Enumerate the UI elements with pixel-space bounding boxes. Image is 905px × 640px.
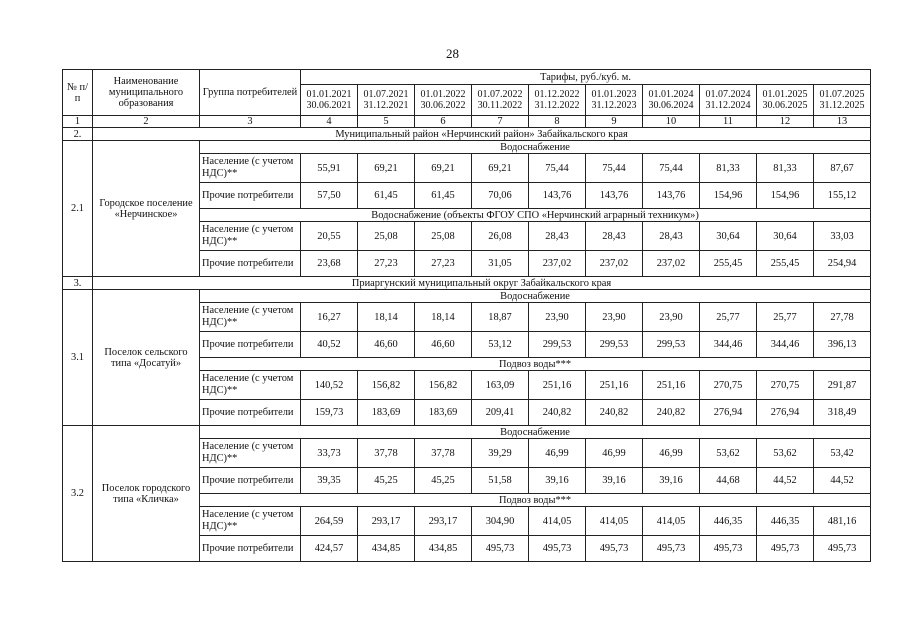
service-title: Водоснабжение: [200, 141, 871, 154]
section-number: 2.: [63, 128, 93, 141]
header-period: [757, 85, 814, 116]
tariff-table-body: [63, 70, 871, 562]
tariff-value: 18,14: [358, 303, 415, 332]
period-from: 01.01.2022: [420, 89, 466, 100]
entity-number: 2.1: [63, 141, 93, 277]
service-title: Водоснабжение: [200, 426, 871, 439]
tariff-value: 264,59: [301, 507, 358, 536]
tariff-value: 33,73: [301, 439, 358, 468]
tariff-value: 28,43: [643, 222, 700, 251]
tariff-value: 70,06: [472, 183, 529, 209]
tariff-value: 251,16: [529, 371, 586, 400]
tariff-value: 69,21: [358, 154, 415, 183]
header-tariffs: Тарифы, руб./куб. м.: [301, 70, 871, 85]
tariff-value: 75,44: [643, 154, 700, 183]
tariff-value: 23,90: [529, 303, 586, 332]
tariff-value: 39,16: [529, 468, 586, 494]
service-title: Водоснабжение (объекты ФГОУ СПО «Нерчинский аграрный техникум»): [200, 209, 871, 222]
tariff-value: 251,16: [586, 371, 643, 400]
tariff-value: 27,78: [814, 303, 871, 332]
period-to: 31.12.2021: [363, 100, 409, 111]
header-period: [814, 85, 871, 116]
header-group: Группа потребителей: [200, 70, 301, 116]
tariff-value: 45,25: [415, 468, 472, 494]
tariff-value: 44,68: [700, 468, 757, 494]
period-from: 01.01.2024: [648, 89, 694, 100]
tariff-value: 237,02: [529, 251, 586, 277]
tariff-value: 81,33: [757, 154, 814, 183]
header-index-row: [63, 116, 871, 128]
column-index: 12: [757, 116, 814, 128]
tariff-value: 299,53: [529, 332, 586, 358]
consumer-group: Население (с учетом НДС)**: [200, 303, 301, 332]
tariff-value: 143,76: [643, 183, 700, 209]
header-period: [472, 85, 529, 116]
period-to: 30.06.2021: [306, 100, 352, 111]
tariff-value: 37,78: [358, 439, 415, 468]
service-title: Водоснабжение: [200, 290, 871, 303]
tariff-value: 18,14: [415, 303, 472, 332]
service-row: [63, 141, 871, 154]
tariff-value: 81,33: [700, 154, 757, 183]
consumer-group: Население (с учетом НДС)**: [200, 507, 301, 536]
tariff-value: 304,90: [472, 507, 529, 536]
period-to: 31.12.2024: [705, 100, 751, 111]
tariff-value: 44,52: [757, 468, 814, 494]
tariff-value: 255,45: [757, 251, 814, 277]
column-index: 9: [586, 116, 643, 128]
tariff-value: 30,64: [757, 222, 814, 251]
tariff-value: 154,96: [700, 183, 757, 209]
tariff-value: 39,16: [586, 468, 643, 494]
consumer-group: Население (с учетом НДС)**: [200, 222, 301, 251]
period-to: 31.12.2025: [819, 100, 865, 111]
consumer-group: Население (с учетом НДС)**: [200, 154, 301, 183]
section-title: Муниципальный район «Нерчинский район» Забайкальского края: [93, 128, 871, 141]
tariff-value: 276,94: [700, 400, 757, 426]
tariff-value: 156,82: [415, 371, 472, 400]
service-title: Подвоз воды***: [200, 494, 871, 507]
tariff-value: 183,69: [415, 400, 472, 426]
section-row: [63, 128, 871, 141]
tariff-value: 30,64: [700, 222, 757, 251]
tariff-value: 255,45: [700, 251, 757, 277]
header-period: [643, 85, 700, 116]
period-from: 01.01.2021: [306, 89, 352, 100]
tariff-value: 276,94: [757, 400, 814, 426]
tariff-value: 237,02: [643, 251, 700, 277]
service-row: [63, 290, 871, 303]
header-period: [586, 85, 643, 116]
period-from: 01.12.2022: [534, 89, 580, 100]
tariff-value: 57,50: [301, 183, 358, 209]
period-to: 30.06.2024: [648, 100, 694, 111]
tariff-value: 20,55: [301, 222, 358, 251]
tariff-value: 240,82: [643, 400, 700, 426]
tariff-value: 18,87: [472, 303, 529, 332]
service-title: Подвоз воды***: [200, 358, 871, 371]
tariff-value: 46,99: [586, 439, 643, 468]
tariff-value: 183,69: [358, 400, 415, 426]
tariff-value: 16,27: [301, 303, 358, 332]
tariff-value: 140,52: [301, 371, 358, 400]
tariff-value: 299,53: [643, 332, 700, 358]
column-index: 7: [472, 116, 529, 128]
entity-name: Поселок сельского типа «Досатуй»: [93, 290, 200, 426]
tariff-value: 28,43: [586, 222, 643, 251]
tariff-value: 495,73: [529, 536, 586, 562]
tariff-value: 495,73: [472, 536, 529, 562]
tariff-value: 424,57: [301, 536, 358, 562]
tariff-value: 318,49: [814, 400, 871, 426]
consumer-group: Прочие потребители: [200, 332, 301, 358]
tariff-value: 69,21: [472, 154, 529, 183]
tariff-value: 51,58: [472, 468, 529, 494]
tariff-value: 39,29: [472, 439, 529, 468]
tariff-value: 495,73: [757, 536, 814, 562]
tariff-value: 495,73: [814, 536, 871, 562]
period-from: 01.07.2024: [705, 89, 751, 100]
tariff-value: 39,16: [643, 468, 700, 494]
header-name: Наименование муниципального образования: [93, 70, 200, 116]
consumer-group: Прочие потребители: [200, 400, 301, 426]
tariff-value: 291,87: [814, 371, 871, 400]
tariff-value: 87,67: [814, 154, 871, 183]
tariff-value: 293,17: [358, 507, 415, 536]
tariff-value: 23,90: [586, 303, 643, 332]
consumer-group: Прочие потребители: [200, 251, 301, 277]
tariff-value: 27,23: [358, 251, 415, 277]
tariff-value: 26,08: [472, 222, 529, 251]
column-index: 5: [358, 116, 415, 128]
tariff-value: 45,25: [358, 468, 415, 494]
tariff-value: 27,23: [415, 251, 472, 277]
tariff-value: 23,90: [643, 303, 700, 332]
tariff-value: 33,03: [814, 222, 871, 251]
tariff-value: 46,60: [415, 332, 472, 358]
section-title: Приаргунский муниципальный округ Забайкальского края: [93, 277, 871, 290]
tariff-value: 495,73: [586, 536, 643, 562]
column-index: 6: [415, 116, 472, 128]
period-to: 30.06.2022: [420, 100, 466, 111]
tariff-value: 240,82: [586, 400, 643, 426]
period-to: 31.12.2022: [534, 100, 580, 111]
tariff-table: [62, 69, 871, 562]
tariff-value: 495,73: [700, 536, 757, 562]
column-index: 2: [93, 116, 200, 128]
tariff-value: 61,45: [415, 183, 472, 209]
period-to: 30.11.2022: [477, 100, 523, 111]
column-index: 4: [301, 116, 358, 128]
tariff-value: 25,77: [757, 303, 814, 332]
tariff-value: 293,17: [415, 507, 472, 536]
tariff-value: 446,35: [700, 507, 757, 536]
column-index: 10: [643, 116, 700, 128]
header-row: [63, 70, 871, 85]
period-to: 30.06.2025: [762, 100, 808, 111]
tariff-value: 414,05: [643, 507, 700, 536]
period-from: 01.07.2022: [477, 89, 523, 100]
entity-name: Городское поселение «Нерчинское»: [93, 141, 200, 277]
header-num: № п/п: [63, 70, 93, 116]
tariff-value: 446,35: [757, 507, 814, 536]
tariff-value: 396,13: [814, 332, 871, 358]
consumer-group: Прочие потребители: [200, 183, 301, 209]
tariff-value: 251,16: [643, 371, 700, 400]
tariff-value: 25,08: [358, 222, 415, 251]
consumer-group: Прочие потребители: [200, 468, 301, 494]
consumer-group: Население (с учетом НДС)**: [200, 371, 301, 400]
period-from: 01.07.2021: [363, 89, 409, 100]
section-row: [63, 277, 871, 290]
entity-number: 3.1: [63, 290, 93, 426]
tariff-value: 159,73: [301, 400, 358, 426]
tariff-value: 61,45: [358, 183, 415, 209]
tariff-value: 75,44: [529, 154, 586, 183]
tariff-value: 155,12: [814, 183, 871, 209]
page-number: 28: [446, 46, 459, 61]
tariff-value: 299,53: [586, 332, 643, 358]
tariff-value: 344,46: [700, 332, 757, 358]
entity-name: Поселок городского типа «Кличка»: [93, 426, 200, 562]
period-from: 01.07.2025: [819, 89, 865, 100]
tariff-value: 270,75: [700, 371, 757, 400]
period-to: 31.12.2023: [591, 100, 637, 111]
tariff-value: 344,46: [757, 332, 814, 358]
column-index: 8: [529, 116, 586, 128]
tariff-value: 156,82: [358, 371, 415, 400]
tariff-value: 40,52: [301, 332, 358, 358]
tariff-value: 143,76: [586, 183, 643, 209]
column-index: 11: [700, 116, 757, 128]
tariff-value: 75,44: [586, 154, 643, 183]
tariff-value: 23,68: [301, 251, 358, 277]
tariff-value: 414,05: [586, 507, 643, 536]
period-from: 01.01.2025: [762, 89, 808, 100]
header-period: [415, 85, 472, 116]
tariff-value: 53,12: [472, 332, 529, 358]
tariff-value: 209,41: [472, 400, 529, 426]
consumer-group: Прочие потребители: [200, 536, 301, 562]
tariff-value: 69,21: [415, 154, 472, 183]
tariff-value: 53,62: [757, 439, 814, 468]
tariff-value: 44,52: [814, 468, 871, 494]
service-row: [63, 426, 871, 439]
tariff-value: 53,42: [814, 439, 871, 468]
column-index: 13: [814, 116, 871, 128]
period-from: 01.01.2023: [591, 89, 637, 100]
tariff-value: 481,16: [814, 507, 871, 536]
tariff-value: 414,05: [529, 507, 586, 536]
header-period: [358, 85, 415, 116]
tariff-value: 25,77: [700, 303, 757, 332]
header-period: [529, 85, 586, 116]
column-index: 1: [63, 116, 93, 128]
tariff-value: 53,62: [700, 439, 757, 468]
header-period: [700, 85, 757, 116]
tariff-value: 31,05: [472, 251, 529, 277]
tariff-value: 46,99: [643, 439, 700, 468]
tariff-value: 143,76: [529, 183, 586, 209]
tariff-value: 163,09: [472, 371, 529, 400]
section-number: 3.: [63, 277, 93, 290]
consumer-group: Население (с учетом НДС)**: [200, 439, 301, 468]
tariff-value: 55,91: [301, 154, 358, 183]
header-period: [301, 85, 358, 116]
tariff-value: 25,08: [415, 222, 472, 251]
tariff-value: 37,78: [415, 439, 472, 468]
tariff-value: 240,82: [529, 400, 586, 426]
column-index: 3: [200, 116, 301, 128]
tariff-value: 46,60: [358, 332, 415, 358]
tariff-value: 237,02: [586, 251, 643, 277]
tariff-value: 154,96: [757, 183, 814, 209]
tariff-value: 434,85: [415, 536, 472, 562]
tariff-value: 254,94: [814, 251, 871, 277]
tariff-value: 434,85: [358, 536, 415, 562]
tariff-value: 495,73: [643, 536, 700, 562]
tariff-value: 39,35: [301, 468, 358, 494]
tariff-value: 270,75: [757, 371, 814, 400]
tariff-value: 46,99: [529, 439, 586, 468]
entity-number: 3.2: [63, 426, 93, 562]
tariff-value: 28,43: [529, 222, 586, 251]
